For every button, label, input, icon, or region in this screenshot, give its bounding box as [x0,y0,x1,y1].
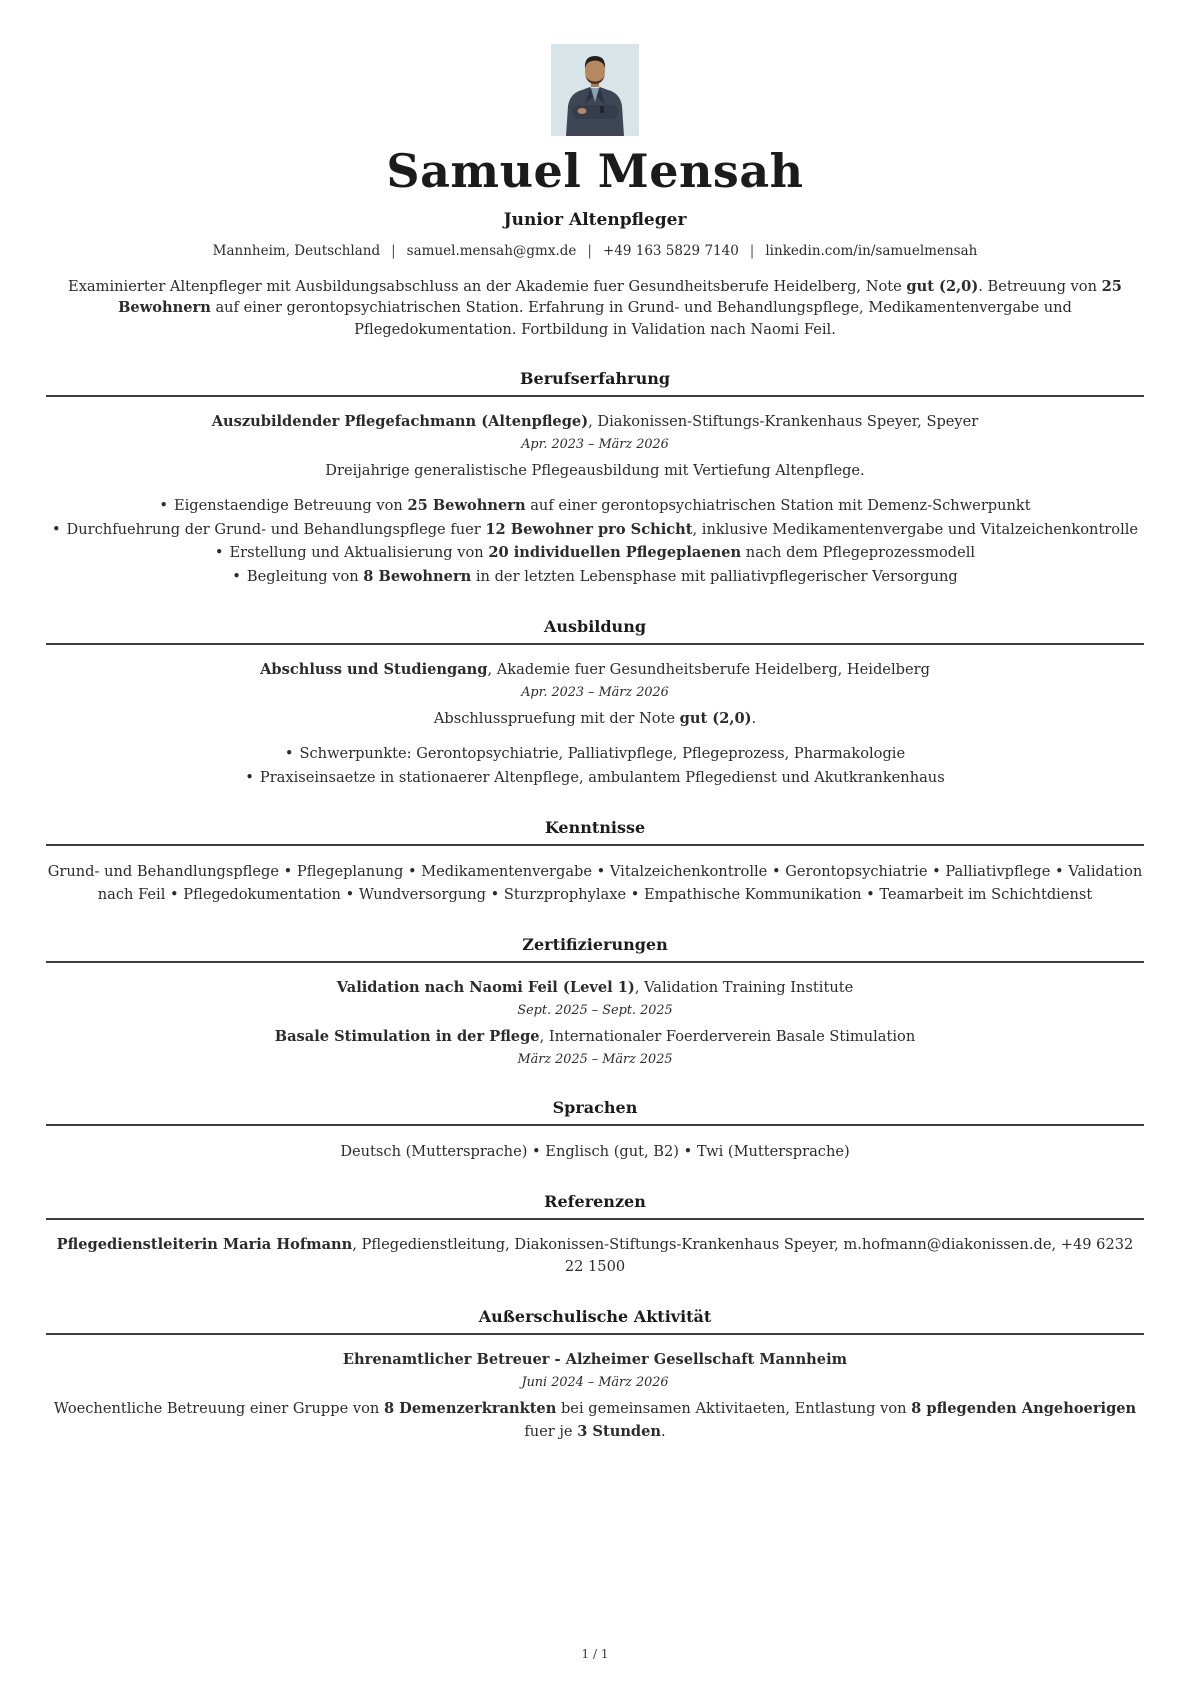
bold-text: 3 Stunden [577,1423,662,1440]
person-job-title: Junior Altenpfleger [503,209,687,230]
section-referenzen [46,1192,1144,1278]
entry-date: Juni 2024 – März 2026 [521,1375,669,1390]
text: , Pflegedienstleitung, Diakonissen-Stiftungs-Krankenhaus Speyer, m.hofmann@diakonissen.de, +49 6232 22 1500 [352,1236,1134,1275]
text: auf einer gerontopsychiatrischen Station. Erfahrung in Grund- und Behandlungspflege, Medikamentenvergabe und Pflegedokumentation. Fortbildung in Validation nach Naomi Feil. [210,299,1072,338]
section-divider [46,1333,1144,1335]
profile-photo [551,44,639,136]
text: , Akademie fuer Gesundheitsberufe Heidelberg, Heidelberg [487,661,930,678]
bullet-item [46,766,1144,790]
separator-pipe: | [391,242,396,259]
text: Schwerpunkte: Gerontopsychiatrie, Palliativpflege, Pflegeprozess, Pharmakologie [299,745,906,762]
text: Grund- und Behandlungspflege • Pflegeplanung • Medikamentenvergabe • Vitalzeichenkontrolle • Gerontopsychiatrie • Palliativpflege • Validation nach Feil • Pflegedokumentation • Wundversorgung • Sturzprophylaxe • Empathische Kommunikation • Teamarbeit im Schichtdienst [47,863,1143,903]
bold-text: gut (2,0) [906,277,979,295]
entry-date: Sept. 2025 – Sept. 2025 [517,1003,673,1018]
entry-heading [46,411,1144,433]
section-divider [46,1218,1144,1220]
section-sprachen [46,1098,1144,1163]
contact-item: Mannheim, Deutschland [212,242,381,259]
bullet-dot: • [284,745,294,762]
entry-heading [46,1234,1144,1278]
bold-text: 12 Bewohner pro Schicht [485,520,693,538]
entry-description [46,459,1144,482]
text: Erstellung und Aktualisierung von [229,544,489,561]
bold-text: 25 Bewohnern [407,497,526,514]
entry-heading [46,1026,1144,1048]
entry [46,1234,1144,1278]
bullet-dot: • [214,544,224,561]
contact-line [46,243,1144,259]
text: Dreijahrige generalistische Pflegeausbildung mit Vertiefung Altenpflege. [325,462,865,479]
text: in der letzten Lebensphase mit palliativpflegerischer Versorgung [471,567,958,585]
section-title: Referenzen [544,1192,646,1211]
sections-container [46,369,1144,1443]
page-number: 1 / 1 [581,1647,609,1661]
text: Praxiseinsaetze in stationaerer Altenpflege, ambulantem Pflegedienst und Akutkrankenhaus [259,768,945,786]
section-ausbildung [46,617,1144,789]
entry [46,1026,1144,1069]
bullet-item [46,565,1144,589]
text: Examinierter Altenpfleger mit Ausbildungsabschluss an der Akademie fuer Gesundheitsberufe Heidelberg, Note [68,277,907,295]
bold-text: gut (2,0) [679,710,752,727]
entry-description [46,1140,1144,1163]
section-außerschulische-aktivität [46,1307,1144,1443]
entry-date: Apr. 2023 – März 2026 [521,685,669,700]
hand-shape [578,108,587,114]
text: . [661,1423,666,1440]
section-title: Außerschulische Aktivität [478,1307,712,1326]
contact-item: linkedin.com/in/samuelmensah [765,242,978,259]
text: Woechentliche Betreuung einer Gruppe von [53,1400,384,1417]
text: . [751,710,757,727]
bullet-dot: • [159,497,168,514]
entry-description [46,860,1144,906]
section-title: Zertifizierungen [522,935,668,954]
contact-item: +49 163 5829 7140 [602,242,739,259]
bold-text: Ehrenamtlicher Betreuer - Alzheimer Gesellschaft Mannheim [342,1351,848,1368]
section-zertifizierungen [46,935,1144,1069]
bullet-item [46,518,1144,542]
section-berufserfahrung [46,369,1144,588]
entry [46,659,1144,789]
entry-date: Apr. 2023 – März 2026 [521,437,669,452]
bold-text: 25 Bewohnern [118,277,1122,316]
summary-paragraph [46,276,1144,341]
person-name: Samuel Mensah [386,144,804,198]
bold-text: 20 individuellen Pflegeplaenen [488,544,742,561]
section-title: Berufserfahrung [519,369,671,388]
entry [46,977,1144,1020]
text: , inklusive Medikamentenvergabe und Vitalzeichenkontrolle [692,520,1139,538]
contact-item: samuel.mensah@gmx.de [406,242,577,259]
text: Deutsch (Muttersprache) • Englisch (gut, B2) • Twi (Muttersprache) [340,1143,850,1160]
bold-text: Abschluss und Studiengang [260,661,488,678]
entry-heading [46,977,1144,999]
bullet-dot: • [232,567,241,585]
bullet-item [46,494,1144,518]
separator-pipe: | [749,242,755,259]
text: fuer je [524,1423,578,1440]
entry-heading [46,659,1144,681]
bullet-list [46,494,1144,588]
entry [46,411,1144,588]
resume-content [0,44,1190,1443]
text: Abschlusspruefung mit der Note [433,710,680,727]
bullet-item [46,541,1144,565]
bullet-item [46,742,1144,766]
separator-pipe: | [587,242,592,259]
text: auf einer gerontopsychiatrischen Station mit Demenz-Schwerpunkt [525,497,1031,514]
text: nach dem Pflegeprozessmodell [741,544,976,561]
entry-heading [46,1349,1144,1371]
section-divider [46,961,1144,963]
entry [46,1140,1144,1163]
bold-text: Pflegedienstleiterin Maria Hofmann [56,1236,353,1253]
text: Durchfuehrung der Grund- und Behandlungspflege fuer [66,520,486,538]
watch-shape [600,106,604,113]
section-divider [46,643,1144,645]
text: , Validation Training Institute [634,979,854,996]
text: , Diakonissen-Stiftungs-Krankenhaus Speyer, Speyer [588,413,979,430]
section-divider [46,1124,1144,1126]
entry [46,860,1144,906]
section-title: Kenntnisse [544,818,646,837]
bullet-dot: • [51,520,61,538]
bullet-dot: • [245,768,254,786]
section-title: Sprachen [552,1098,638,1117]
text: . Betreuung von [978,277,1102,295]
bold-text: 8 pflegenden Angehoerigen [911,1400,1137,1417]
text: Eigenstaendige Betreuung von [173,497,408,514]
section-kenntnisse [46,818,1144,906]
bold-text: Basale Stimulation in der Pflege [274,1028,540,1045]
entry-date: März 2025 – März 2025 [517,1052,673,1067]
entry [46,1349,1144,1443]
bullet-list [46,742,1144,789]
bold-text: Validation nach Naomi Feil (Level 1) [336,979,635,996]
section-title: Ausbildung [543,617,647,636]
text: bei gemeinsamen Aktivitaeten, Entlastung von [556,1400,912,1417]
bold-text: 8 Bewohnern [363,567,472,585]
entry-description [46,707,1144,730]
section-divider [46,395,1144,397]
bold-text: 8 Demenzerkrankten [383,1400,557,1417]
bold-text: Auszubildender Pflegefachmann (Altenpflege) [211,413,589,430]
text: Begleitung von [246,567,364,585]
entry-description [46,1397,1144,1443]
section-divider [46,844,1144,846]
text: , Internationaler Foerderverein Basale Stimulation [539,1028,916,1045]
